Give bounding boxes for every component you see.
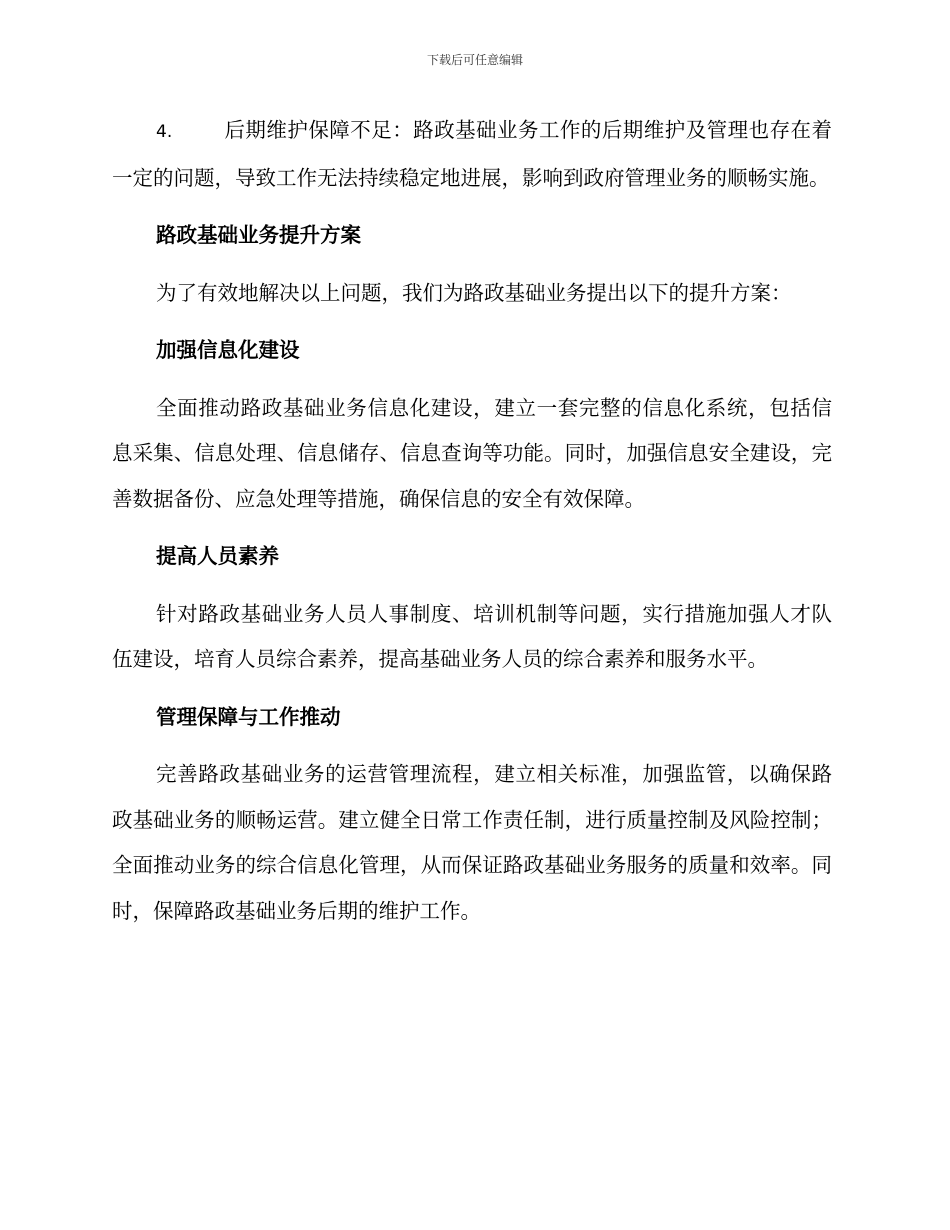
section-intro-paragraph: 为了有效地解决以上问题，我们为路政基础业务提出以下的提升方案： xyxy=(156,280,792,305)
page-header-note: 下载后可任意编辑 xyxy=(426,53,523,67)
paragraph-management: 完善路政基础业务的运营管理流程，建立相关标准，加强监管，以确保路政基础业务的顺畅运营。建立健全日常工作责任制，进行质量控制及风险控制；全面推动业务的综合信息化管理，从而保证路政基础业务服务的质量和效率。同时，保障路政基础业务后期的维护工作。 xyxy=(112,762,832,923)
list-item-4 xyxy=(112,108,832,201)
list-item-text: 后期维护保障不足：路政基础业务工作的后期维护及管理也存在着一定的问题，导致工作无法持续稳定地进展，影响到政府管理业务的顺畅实施。 xyxy=(112,118,832,190)
section-heading-informatization: 加强信息化建设 xyxy=(156,338,300,362)
document-body xyxy=(112,108,832,934)
section-heading-upgrade-plan: 路政基础业务提升方案 xyxy=(156,223,361,247)
section-heading-staff-quality: 提高人员素养 xyxy=(156,544,279,568)
list-item-number: 4. xyxy=(156,122,173,142)
paragraph-staff-quality: 针对路政基础业务人员人事制度、培训机制等问题，实行措施加强人才队伍建设，培育人员综合素养，提高基础业务人员的综合素养和服务水平。 xyxy=(112,601,832,671)
section-heading-management: 管理保障与工作推动 xyxy=(156,704,341,729)
paragraph-informatization: 全面推动路政基础业务信息化建设，建立一套完整的信息化系统，包括信息采集、信息处理、信息储存、信息查询等功能。同时，加强信息安全建设，完善数据备份、应急处理等措施，确保信息的安全有效保障。 xyxy=(112,395,832,511)
